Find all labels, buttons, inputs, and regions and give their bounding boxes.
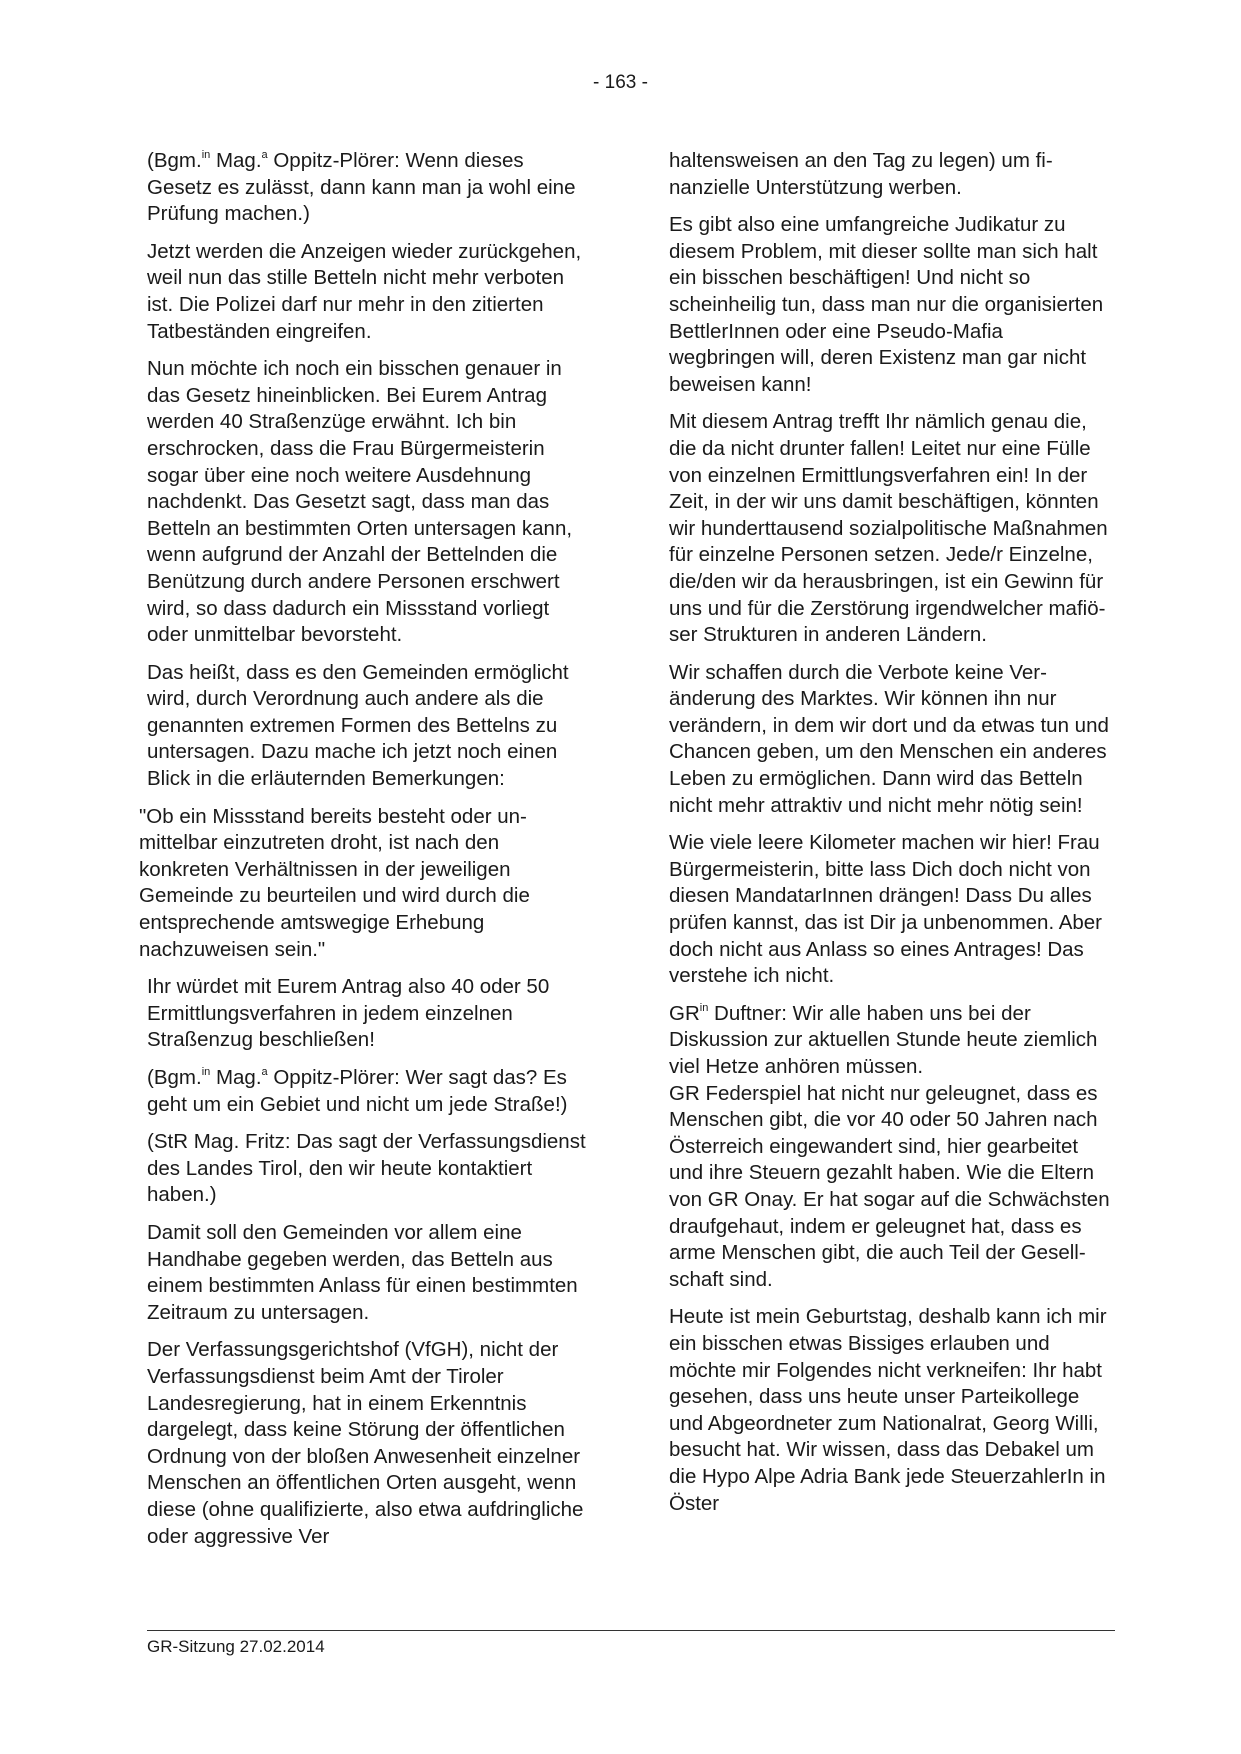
paragraph: haltensweisen an den Tag zu legen) um finanzielle Unterstützung werben. [669,149,1053,199]
page-number: - 163 - [593,72,648,93]
text: (Bgm. [147,1066,202,1089]
superscript: in [201,1066,211,1079]
paragraph: Es gibt also eine umfangreiche Judikatur zu diesem Problem, mit dieser sollte man sich halt ein bisschen beschäftigen! Und nicht so scheinheilig tun, dass man nur die organisierten BettlerInnen oder eine Pseudo-Mafia wegbringen will, deren Existenz man gar nicht beweisen kann! [669,213,1104,396]
text: (Bgm. [147,149,202,172]
left-column [139,148,592,1561]
text: Oppitz-Plörer: Wenn dieses Gesetz es zulässt, dann kann man ja wohl eine Prüfung machen.) [147,149,576,226]
paragraph: Nun möchte ich noch ein bisschen genauer in das Gesetz hineinblicken. Bei Eurem Antrag werden 40 Straßenzüge erwähnt. Ich bin erschrocken, dass die Frau Bürgermeisterin sogar über eine noch weitere Ausdehnung nachdenkt. Das Gesetzt sagt, dass man das Betteln an bestimmten Orten untersagen kann, wenn aufgrund der Anzahl der Bettelnden die Benützung durch andere Personen erschwert wird, so dass dadurch ein Missstand vorliegt oder unmittelbar bevorsteht. [147,357,573,647]
paragraph: Das heißt, dass es den Gemeinden ermöglicht wird, durch Verordnung auch andere als die genannten extremen Formen des Bettelns zu untersagen. Dazu mache ich jetzt noch einen Blick in die erläuternden Bemerkungen: [147,660,569,791]
paragraph: Ihr würdet mit Eurem Antrag also 40 oder 50 Ermittlungsverfahren in jedem einzelnen Straßenzug beschließen! [147,975,550,1052]
text: Oppitz-Plörer: Wer sagt das? Es geht um ein Gebiet und nicht um jede Straße!) [147,1066,568,1116]
text: Mag. [210,149,262,172]
paragraph: Damit soll den Gemeinden vor allem eine Handhabe gegeben werden, das Betteln aus einem bestimmten Anlass für einen bestimmten Zeitraum zu untersagen. [147,1220,578,1324]
text: GR [669,1001,700,1025]
quote-paragraph: "Ob ein Missstand bereits besteht oder unmittelbar einzutreten droht, ist nach den konkreten Verhältnissen in der jeweiligen Gemeinde zu beurteilen und wird durch die entsprechende amtswegige Erhebung nachzuweisen sein." [139,804,530,961]
text: Mag. [210,1066,262,1089]
text: GR Federspiel hat nicht nur geleugnet, dass es Menschen gibt, die vor 40 oder 50 Jahren nach Österreich eingewandert sind, hier gearbeitet und ihre Steuern gezahlt haben. Wie die Eltern von GR Onay. Er hat sogar auf die Schwächsten draufgehaut, indem er geleugnet hat, dass es arme Menschen gibt, die auch Teil der Gesellschaft sind. [669,1081,1110,1291]
paragraph [147,148,592,228]
paragraph: Wie viele leere Kilometer machen wir hier! Frau Bürgermeisterin, bitte lass Dich doch nicht von diesen MandatarInnen drängen! Dass Du alles prüfen kannst, das ist Dir ja unbenommen. Aber doch nicht aus Anlass so eines Antrages! Das verstehe ich nicht. [669,831,1103,988]
paragraph: Mit diesem Antrag trefft Ihr nämlich genau die, die da nicht drunter fallen! Leitet nur eine Fülle von einzelnen Ermittlungsverfahren ein! In der Zeit, in der wir uns damit beschäftigen, könnten wir hunderttausend sozialpolitische Maßnahmen für einzelne Personen setzen. Jede/r Einzelne, die/den wir da herausbringen, ist ein Gewinn für uns und für die Zerstörung irgendwelcher mafiöser Strukturen in anderen Ländern. [669,410,1108,647]
text: Duftner: Wir alle haben uns bei der Diskussion zur aktuellen Stunde heute ziemlich viel Hetze anhören müssen. [669,1001,1098,1078]
superscript: a [261,149,268,162]
footer-session-date: GR-Sitzung 27.02.2014 [147,1637,325,1656]
paragraph: Wir schaffen durch die Verbote keine Veränderung des Marktes. Wir können ihn nur verändern, in dem wir dort und da etwas tun und Chancen geben, um den Menschen ein anderes Leben zu ermöglichen. Dann wird das Betteln nicht mehr attraktiv und nicht mehr nötig sein! [669,660,1109,817]
paragraph: Jetzt werden die Anzeigen wieder zurückgehen, weil nun das stille Betteln nicht mehr verboten ist. Die Polizei darf nur mehr in den zitierten Tatbeständen eingreifen. [147,239,582,343]
footer-divider [147,1630,1115,1631]
right-column [669,148,1114,1528]
superscript: in [699,1001,709,1014]
superscript: in [201,149,211,162]
paragraph: (StR Mag. Fritz: Das sagt der Verfassungsdienst des Landes Tirol, den wir heute kontaktiert haben.) [147,1130,586,1207]
paragraph [147,1065,592,1118]
superscript: a [261,1066,268,1079]
paragraph: Der Verfassungsgerichtshof (VfGH), nicht der Verfassungsdienst beim Amt der Tiroler Landesregierung, hat in einem Erkenntnis dargelegt, dass keine Störung der öffentlichen Ordnung von der bloßen Anwesenheit einzelner Menschen an öffentlichen Orten ausgeht, wenn diese (ohne qualifizierte, also etwa aufdringliche oder aggressive Ver [147,1338,584,1548]
paragraph [669,1001,1114,1294]
paragraph: Heute ist mein Geburtstag, deshalb kann ich mir ein bisschen etwas Bissiges erlauben und möchte mir Folgendes nicht verkneifen: Ihr habt gesehen, dass uns heute unser Parteikollege und Abgeordneter zum Nationalrat, Georg Willi, besucht hat. Wir wissen, dass das Debakel um die Hypo Alpe Adria Bank jede SteuerzahlerIn in Öster [669,1305,1107,1515]
